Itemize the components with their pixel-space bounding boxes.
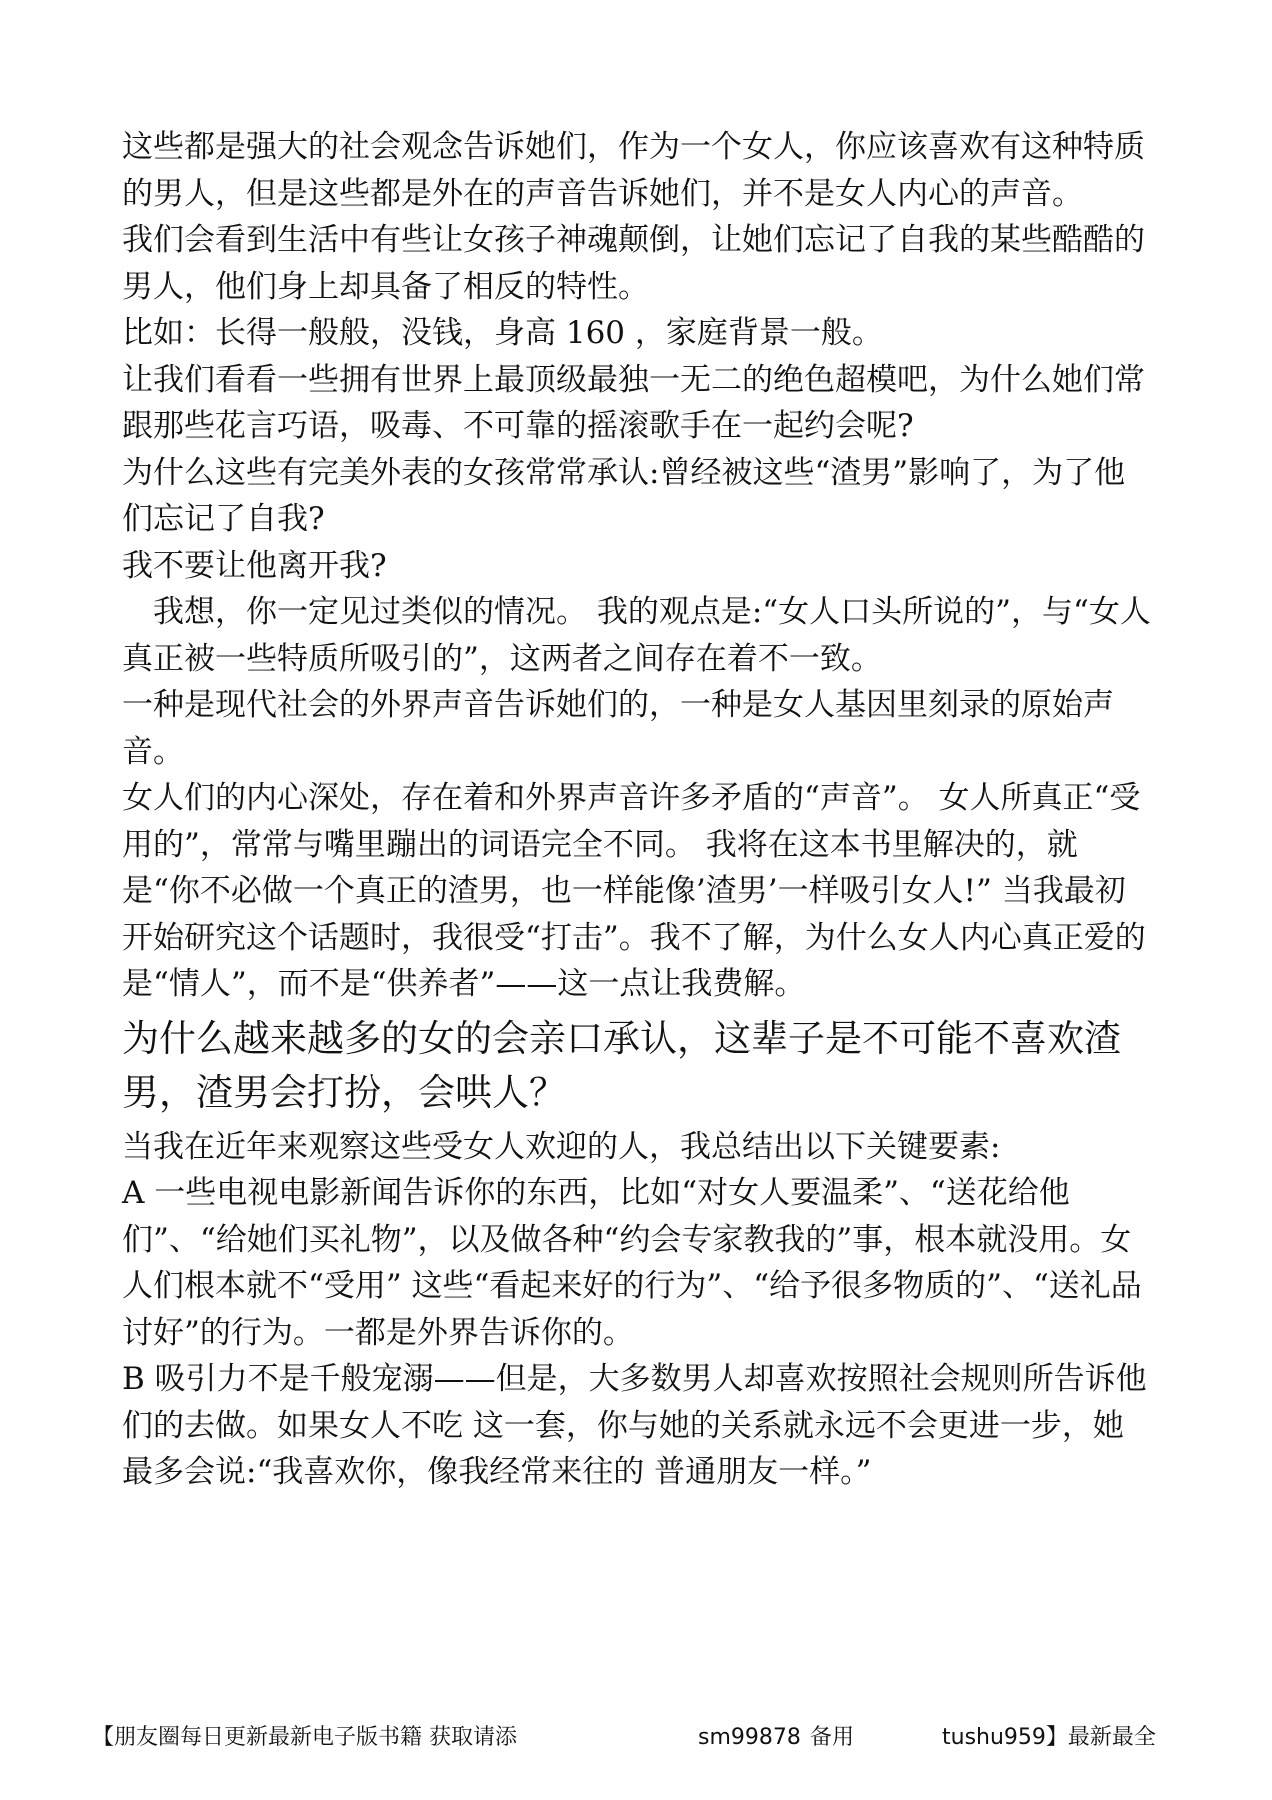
paragraph-5: 为什么这些有完美外表的女孩常常承认:曾经被这些“渣男”影响了，为了他们忘记了自我?: [122, 454, 1126, 537]
paragraph-8: 一种是现代社会的外界声音告诉她们的，一种是女人基因里刻录的原始声音。: [122, 687, 1114, 770]
footer-text-4: tushu959】最新最全: [942, 1725, 1156, 1750]
paragraph-6: 我不要让他离开我?: [122, 547, 387, 584]
paragraph-4: 让我们看看一些拥有世界上最顶级最独一无二的绝色超模吧，为什么她们常跟那些花言巧语，吸毒、不可靠的摇滚歌手在一起约会呢?: [122, 361, 1145, 444]
paragraph-3: 比如：长得一般般，没钱，身高 160 ，家庭背景一般。: [122, 315, 883, 351]
paragraph-11: A 一些电视电影新闻告诉你的东西，比如“对女人要温柔”、“送花给他们”、“给她们买礼物”，以及做各种“约会专家教我的”事，根本就没用。女人们根本就不“受用” 这些“看起来好的行为”、“给予很多物质的”、“送礼品讨好”的行为。一都是外界告诉你的。: [122, 1175, 1142, 1351]
section-heading: 为什么越来越多的女的会亲口承认，这辈子是不可能不喜欢渣男，渣男会打扮，会哄人？: [122, 1016, 1121, 1114]
body-text: [122, 124, 1152, 1496]
page-footer: [92, 1716, 1202, 1760]
paragraph-10: 当我在近年来观察这些受女人欢迎的人，我总结出以下关键要素:: [122, 1128, 1001, 1165]
paragraph-9: 女人们的内心深处，存在着和外界声音许多矛盾的“声音”。 女人所真正“受用的”，常常与嘴里蹦出的词语完全不同。 我将在这本书里解决的，就是“你不必做一个真正的渣男，也一样能像’渣男’一样吸引女人!” 当我最初开始研究这个话题时，我很受“打击”。我不了解，为什么女人内心真正爱的是“情人”，而不是“供养者”——这一点让我费解。: [122, 780, 1146, 1002]
paragraph-7: 我想，你一定见过类似的情况。 我的观点是:“女人口头所说的”，与“女人真正被一些特质所吸引的”，这两者之间存在着不一致。: [122, 594, 1151, 677]
footer-text-3: 备用: [810, 1725, 855, 1750]
paragraph-2: 我们会看到生活中有些让女孩子神魂颠倒，让她们忘记了自我的某些酷酷的男人，他们身上却具备了相反的特性。: [122, 222, 1145, 305]
footer-text-2: sm99878: [698, 1725, 801, 1750]
paragraph-12: B 吸引力不是千般宠溺——但是，大多数男人却喜欢按照社会规则所告诉他们的去做。如果女人不吃 这一套，你与她的关系就永远不会更进一步，她最多会说:“我喜欢你，像我经常来往的 普通朋友一样。”: [122, 1361, 1147, 1490]
footer-text-1: 【朋友圈每日更新最新电子版书籍 获取请添: [92, 1725, 517, 1750]
paragraph-1: 这些都是强大的社会观念告诉她们，作为一个女人，你应该喜欢有这种特质的男人，但是这些都是外在的声音告诉她们，并不是女人内心的声音。: [122, 129, 1145, 212]
